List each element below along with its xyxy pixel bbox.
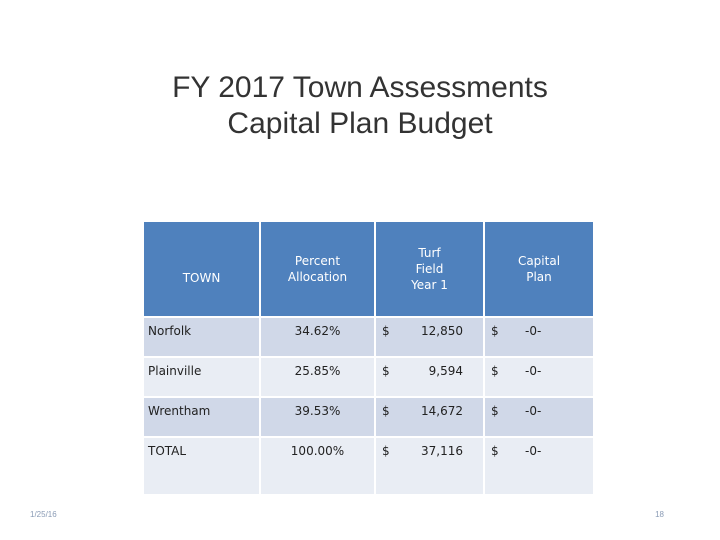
footer-date: 1/25/16 bbox=[30, 510, 57, 519]
header-turf-field-label: Turf Field Year 1 bbox=[411, 246, 448, 292]
turf-currency: $ bbox=[382, 444, 390, 458]
cell-capital bbox=[484, 397, 593, 437]
capital-currency: $ bbox=[491, 404, 499, 418]
capital-amount: -0- bbox=[525, 324, 542, 338]
table-row bbox=[144, 317, 593, 357]
cell-percent: 39.53% bbox=[260, 397, 375, 437]
capital-currency: $ bbox=[491, 324, 499, 338]
capital-amount: -0- bbox=[525, 364, 542, 378]
capital-amount: -0- bbox=[525, 444, 542, 458]
turf-amount: 37,116 bbox=[421, 444, 463, 458]
title-line-2: Capital Plan Budget bbox=[227, 107, 493, 140]
cell-town: Wrentham bbox=[144, 397, 260, 437]
header-turf-field bbox=[375, 222, 484, 317]
cell-percent: 100.00% bbox=[260, 437, 375, 494]
cell-town: TOTAL bbox=[144, 437, 260, 494]
header-capital-plan-label: Capital Plan bbox=[517, 254, 561, 284]
cell-percent: 34.62% bbox=[260, 317, 375, 357]
cell-turf bbox=[375, 317, 484, 357]
cell-town: Norfolk bbox=[144, 317, 260, 357]
header-percent-allocation-label: Percent Allocation bbox=[287, 254, 348, 284]
cell-turf bbox=[375, 357, 484, 397]
turf-amount: 12,850 bbox=[421, 324, 463, 338]
title-line-1: FY 2017 Town Assessments bbox=[172, 71, 548, 104]
header-town: TOWN bbox=[144, 222, 260, 317]
cell-capital bbox=[484, 437, 593, 494]
cell-turf bbox=[375, 397, 484, 437]
page-number: 18 bbox=[655, 510, 664, 519]
cell-capital bbox=[484, 357, 593, 397]
table-row bbox=[144, 397, 593, 437]
turf-currency: $ bbox=[382, 324, 390, 338]
header-capital-plan bbox=[484, 222, 593, 317]
cell-capital bbox=[484, 317, 593, 357]
cell-town: Plainville bbox=[144, 357, 260, 397]
table-header-row bbox=[144, 222, 593, 317]
table-row bbox=[144, 357, 593, 397]
slide-title bbox=[0, 70, 720, 142]
header-percent-allocation bbox=[260, 222, 375, 317]
capital-amount: -0- bbox=[525, 404, 542, 418]
cell-turf bbox=[375, 437, 484, 494]
assessment-table bbox=[144, 222, 593, 494]
turf-amount: 14,672 bbox=[421, 404, 463, 418]
capital-currency: $ bbox=[491, 364, 499, 378]
turf-currency: $ bbox=[382, 404, 390, 418]
turf-amount: 9,594 bbox=[428, 364, 463, 378]
cell-percent: 25.85% bbox=[260, 357, 375, 397]
table-row-total bbox=[144, 437, 593, 494]
capital-currency: $ bbox=[491, 444, 499, 458]
turf-currency: $ bbox=[382, 364, 390, 378]
